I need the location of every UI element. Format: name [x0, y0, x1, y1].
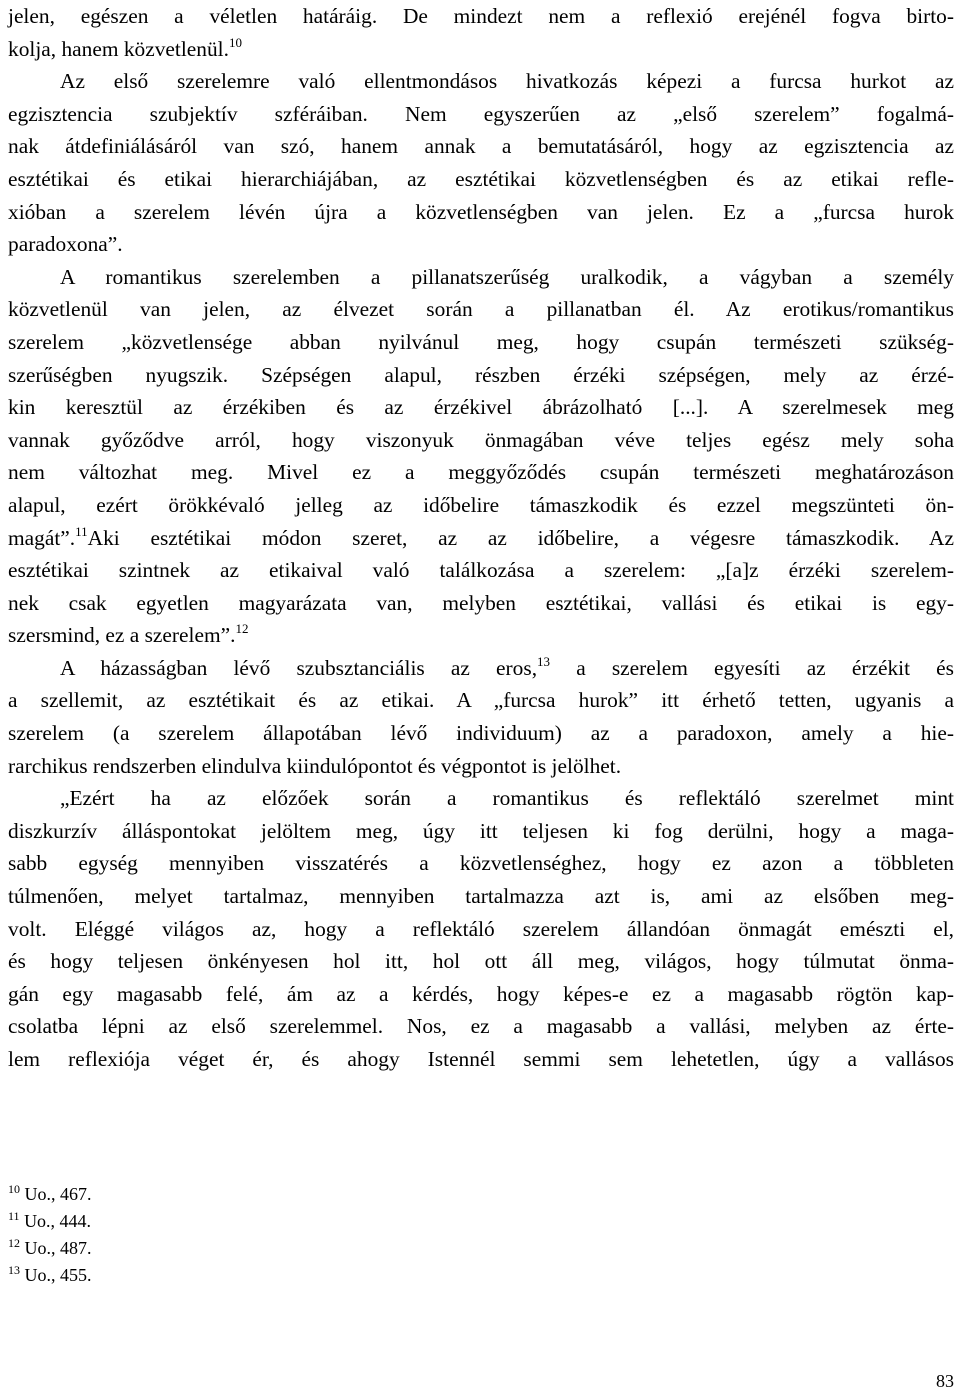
footnote: [8, 1181, 408, 1208]
text-line: alapul, ezért örökkévaló jelleg az időbelire támaszkodik és ezzel megszünteti ön-: [8, 492, 954, 517]
text-line: esztétikai szintnek az etikaival való találkozása a szerelem: „[a]z érzéki szerelem-: [8, 558, 954, 583]
text-line-content: kolja, hanem közvetlenül.: [8, 36, 229, 61]
footnote-number: 10: [8, 1182, 20, 1196]
footnote-ref-13: 13: [537, 653, 551, 669]
text-line-content: szersmind, ez a szerelem”.: [8, 623, 236, 648]
text-line: diszkurzív álláspontokat jelöltem meg, úgy itt teljesen ki fog derülni, hogy a maga-: [8, 818, 954, 843]
text-line: gán egy magasabb felé, ám az a kérdés, hogy képes-e ez a magasabb rögtön kap-: [8, 981, 954, 1006]
text-line: sabb egység mennyiben visszatérés a közvetlenséghez, hogy ez azon a többleten: [8, 851, 954, 876]
text-line: kin keresztül az érzékiben és az érzékivel ábrázolható [...]. A szerelmesek meg: [8, 395, 954, 420]
text-line: közvetlenül van jelen, az élvezet során a pillanatban él. Az erotikus/romantikus: [8, 297, 954, 322]
footnote: [8, 1235, 408, 1262]
page-body: [8, 0, 954, 1076]
text-line-content: a szerelem egyesíti az érzékit és: [550, 655, 954, 680]
text-line: lem reflexiója véget ér, és ahogy Istennél semmi sem lehetetlen, úgy a vallásos: [8, 1047, 954, 1071]
footnote-text: Uo., 444.: [24, 1211, 92, 1231]
main-text: [8, 0, 954, 1076]
text-line: egzisztencia szubjektív szféráiban. Nem egyszerűen az „első szerelem” fogalmá-: [8, 101, 954, 126]
text-line: [8, 522, 954, 555]
text-line: „Ezért ha az előzőek során a romantikus és reflektáló szerelmet mint: [60, 786, 954, 811]
text-line: vannak győződve arról, hogy viszonyuk önmagában véve teljes egész mely soha: [8, 427, 954, 452]
text-line: csolatba lépni az első szerelemmel. Nos, ez a magasabb a vallási, melyben az érte-: [8, 1014, 954, 1039]
text-line: nek csak egyetlen magyarázata van, melyben esztétikai, vallási és etikai is egy-: [8, 590, 954, 615]
text-line: esztétikai és etikai hierarchiájában, az esztétikai közvetlenségben és az etikai refle-: [8, 166, 954, 191]
text-line: A romantikus szerelemben a pillanatszerűség uralkodik, a vágyban a személy: [60, 264, 954, 289]
text-line: [8, 619, 954, 652]
text-line: és hogy teljesen önkényesen hol itt, hol ott áll meg, világos, hogy túlmutat önma-: [8, 949, 954, 974]
text-line: túlmenően, melyet tartalmaz, mennyiben tartalmazza azt is, ami az elsőben meg-: [8, 884, 954, 909]
footnote-ref-11: 11: [75, 523, 88, 539]
text-line: szerelem (a szerelem állapotában lévő individuum) az a paradoxon, amely a hie-: [8, 721, 954, 746]
text-line: nak átdefiniálásáról van szó, hanem annak a bemutatásáról, hogy az egzisztencia az: [8, 134, 954, 159]
footnote-number: 13: [8, 1263, 20, 1277]
footnotes: [8, 1181, 408, 1289]
footnote: [8, 1208, 408, 1235]
page-number: 83: [936, 1371, 954, 1391]
text-line: xióban a szerelem lévén újra a közvetlenségben van jelen. Ez a „furcsa hurok: [8, 199, 954, 224]
footnote: [8, 1262, 408, 1289]
text-line: Az első szerelemre való ellentmondásos hivatkozás képezi a furcsa hurkot az: [60, 69, 954, 94]
text-line: szerűségben nyugszik. Szépségen alapul, részben érzéki szépségen, mely az érzé-: [8, 362, 954, 387]
text-line: [8, 652, 954, 685]
text-line-content: Aki esztétikai módon szeret, az az időbelire, a végesre támaszkodik. Az: [87, 525, 954, 550]
footnote-number: 12: [8, 1236, 20, 1250]
footnote-text: Uo., 467.: [24, 1184, 92, 1204]
text-line: jelen, egészen a véletlen határáig. De mindezt nem a reflexió erejénél fogva birto-: [8, 4, 954, 28]
footnote-number: 11: [8, 1209, 20, 1223]
text-line-content: magát”.: [8, 525, 76, 550]
footnote-text: Uo., 487.: [24, 1238, 92, 1258]
text-line: nem változhat meg. Mivel ez a meggyőződés csupán természeti meghatározáson: [8, 460, 954, 485]
text-line-content: A házasságban lévő szubsztanciális az eros,: [60, 655, 538, 680]
text-line: volt. Eléggé világos az, hogy a reflektáló szerelem állandóan önmagát emészti el,: [8, 916, 954, 941]
text-line: szerelem „közvetlensége abban nyilvánul meg, hogy csupán természeti szükség-: [8, 329, 954, 354]
footnote-text: Uo., 455.: [24, 1265, 92, 1285]
text-line: [8, 33, 954, 66]
footnote-ref-12: 12: [235, 621, 249, 637]
footnote-ref-10: 10: [228, 34, 242, 50]
text-line: rarchikus rendszerben elindulva kiindulópontot és végpontot is jelölhet.: [8, 753, 622, 778]
text-line: a szellemit, az esztétikait és az etikai. A „furcsa hurok” itt érhető tetten, ugyanis a: [8, 688, 954, 713]
text-line: paradoxona”.: [8, 232, 123, 257]
